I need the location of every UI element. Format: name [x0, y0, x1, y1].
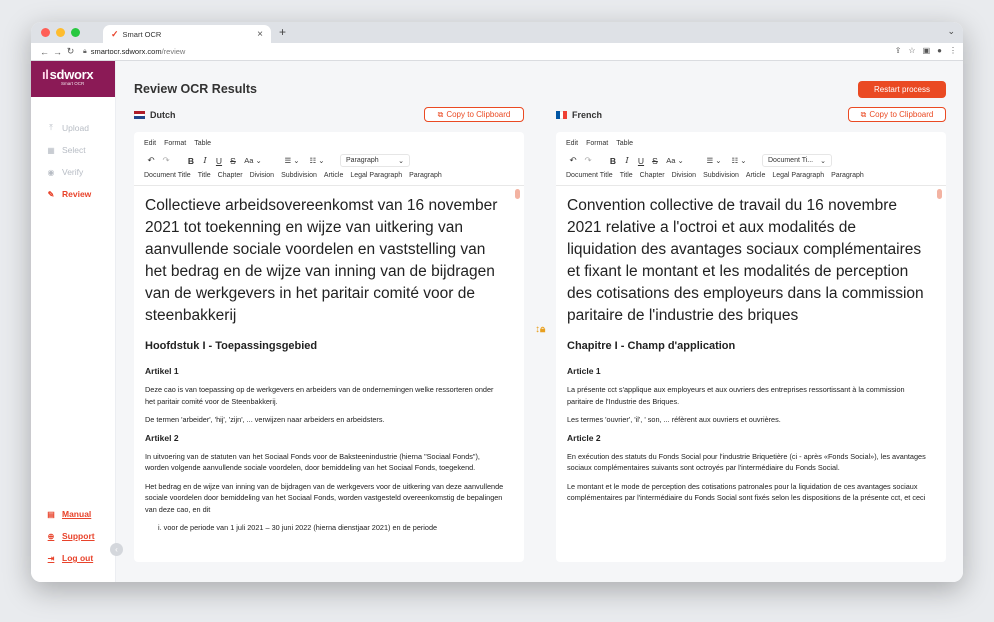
- block-legal-paragraph[interactable]: Legal Paragraph: [772, 172, 825, 179]
- chapter-heading: Chapitre I - Champ d'application: [567, 340, 736, 352]
- chapter-heading: Hoofdstuk I - Toepassingsgebied: [145, 340, 318, 352]
- sidebar-item-select[interactable]: [31, 139, 115, 161]
- redo-icon[interactable]: ↷: [162, 155, 170, 165]
- font-size-dropdown[interactable]: [662, 156, 688, 165]
- dutch-editor[interactable]: [134, 132, 524, 562]
- paragraph: La présente cct s'applique aux employeurs et aux ouvriers des entreprises ressortissant à la commission paritaire de l'Industrie des Briques.: [567, 385, 905, 406]
- article-heading: Article 1: [567, 366, 601, 376]
- french-editor[interactable]: [556, 132, 946, 562]
- logout-label: Log out: [62, 553, 94, 563]
- french-language-name: French: [572, 110, 603, 120]
- manual-label: Manual: [62, 509, 92, 519]
- new-tab-icon[interactable]: +: [279, 25, 287, 39]
- main-content: [116, 61, 963, 582]
- copy-french-button[interactable]: [848, 107, 946, 122]
- bullet-list-icon[interactable]: ☷ ⌄: [731, 156, 747, 165]
- undo-icon[interactable]: ↶: [147, 155, 155, 165]
- block-type-bar: [556, 169, 946, 186]
- paragraph: En exécution des statuts du Fonds Social pour l'industrie Briquetière (ci - après «Fonds Social»), les avantages sociaux complémentaires suivants sont octroyés par l'intermédiaire du Fonds Social.: [567, 451, 926, 472]
- maximize-window-button[interactable]: [71, 28, 80, 37]
- strikethrough-icon[interactable]: S: [230, 155, 236, 166]
- back-icon[interactable]: ←: [40, 46, 49, 57]
- paragraph: De termen 'arbeider', 'hij', 'zijn', ... verwijzen naar arbeiders en arbeidsters.: [145, 415, 385, 424]
- bold-icon[interactable]: B: [187, 155, 195, 166]
- sidebar-nav: [31, 117, 115, 205]
- block-legal-paragraph[interactable]: Legal Paragraph: [350, 172, 403, 179]
- sidebar-item-label: Select: [62, 145, 86, 155]
- undo-icon[interactable]: ↶: [569, 155, 577, 165]
- copy-french-label: Copy to Clipboard: [869, 110, 934, 119]
- profile-icon[interactable]: ●: [937, 46, 942, 55]
- browser-tab[interactable]: [103, 25, 271, 43]
- list-item: i. voor de periode van 1 juli 2021 – 30 juni 2022 (hierna dienstjaar 2021) en de periode: [158, 523, 438, 532]
- tab-list-chevron-icon[interactable]: ⌄: [947, 26, 955, 36]
- tab-title: Smart OCR: [122, 29, 162, 39]
- scrollbar[interactable]: [515, 189, 520, 199]
- chevron-down-icon: ⌄: [253, 156, 262, 165]
- window-controls: [41, 28, 80, 37]
- block-style-select[interactable]: [340, 154, 410, 167]
- bold-icon[interactable]: B: [609, 155, 617, 166]
- block-title[interactable]: Title: [619, 172, 633, 179]
- url-field[interactable]: [83, 47, 185, 56]
- editor-menubar: [556, 132, 946, 152]
- block-subdivision[interactable]: Subdivision: [281, 172, 317, 179]
- chevron-down-icon: ⌄: [398, 157, 404, 165]
- block-paragraph[interactable]: Paragraph: [831, 172, 864, 179]
- menu-format[interactable]: Format: [586, 140, 609, 147]
- editor-menubar: [134, 132, 524, 152]
- paragraph: In uitvoering van de statuten van het Sociaal Fonds voor de Baksteenindustrie (hierna "Sociaal Fonds"), worden volgende aanvullende sociale voordelen, door bemiddeling van het Sociaal Fonds, toegekend.: [145, 451, 480, 472]
- paragraph: Les termes 'ouvrier', 'il', ' son, ... réfèrent aux ouvriers et ouvrières.: [567, 415, 781, 424]
- block-division[interactable]: Division: [671, 172, 697, 179]
- redo-icon[interactable]: ↷: [584, 155, 592, 165]
- support-label: Support: [62, 531, 95, 541]
- sidebar-item-label: Review: [62, 189, 92, 199]
- browser-window: [31, 22, 963, 582]
- dutch-language-name: Dutch: [150, 110, 176, 120]
- menu-edit[interactable]: Edit: [566, 140, 579, 147]
- italic-icon[interactable]: I: [203, 155, 207, 166]
- paragraph: Deze cao is van toepassing op de werkgevers en arbeiders van de ondernemingen welke ressorteren onder het paritair comité voor de Steenbakkerij.: [145, 385, 494, 406]
- minimize-window-button[interactable]: [56, 28, 65, 37]
- address-bar: [31, 43, 963, 61]
- share-icon[interactable]: ⇪: [894, 46, 902, 55]
- lifebuoy-icon: ⊕: [47, 531, 55, 541]
- block-style-value: Document Ti...: [768, 157, 814, 164]
- dutch-document-content[interactable]: [134, 186, 524, 562]
- lock-icon: 🔒︎: [83, 47, 87, 55]
- clipboard-icon: ⧉: [437, 109, 444, 119]
- paragraph: Le montant et le mode de perception des cotisations patronales pour la liquidation de ces avantages sociaux complémentaires par l'intermédiaire du Fonds Social sont fixés selon les dispositions de la présente cct, et ceci: [567, 481, 926, 502]
- paragraph: Het bedrag en de wijze van inning van de bijdragen van de werkgevers voor de uitkering van deze aanvullende sociale voordelen door bemiddeling van het Sociaal Fonds, worden vastgesteld overeenkomstig de bepalingen van deze cao, en dit: [145, 481, 504, 514]
- app: [31, 61, 963, 582]
- sidepanel-icon[interactable]: ▣: [922, 46, 931, 55]
- document-icon: ▤: [47, 509, 55, 519]
- french-language-label: [556, 110, 602, 120]
- editor-toolbar: [134, 152, 524, 169]
- pen-icon: ✎: [47, 189, 55, 199]
- support-link[interactable]: [31, 525, 95, 547]
- browser-actions: [895, 46, 957, 55]
- font-size-label: Aa: [666, 156, 676, 165]
- copy-dutch-button[interactable]: [424, 107, 524, 122]
- french-flag-icon: [556, 111, 567, 119]
- block-chapter[interactable]: Chapter: [217, 172, 243, 179]
- manual-link[interactable]: [31, 503, 95, 525]
- block-document-title[interactable]: Document Title: [566, 172, 613, 179]
- sidebar-item-upload[interactable]: [31, 117, 115, 139]
- menu-edit[interactable]: Edit: [144, 140, 157, 147]
- underline-icon[interactable]: U: [215, 155, 223, 166]
- block-document-title[interactable]: Document Title: [144, 172, 191, 179]
- editor-toolbar: [556, 152, 946, 169]
- menu-table[interactable]: Table: [616, 140, 633, 147]
- italic-icon[interactable]: I: [625, 155, 629, 166]
- restart-process-button[interactable]: Restart process: [858, 81, 946, 98]
- logo: [31, 61, 115, 97]
- collapse-sidebar-chevron-icon[interactable]: ‹: [110, 543, 123, 556]
- block-type-bar: [134, 169, 524, 186]
- block-article[interactable]: Article: [745, 172, 766, 179]
- numbered-list-icon[interactable]: ☰ ⌄: [284, 156, 300, 165]
- chevron-down-icon: ⌄: [675, 156, 684, 165]
- sidebar-item-label: Upload: [62, 123, 89, 133]
- block-subdivision[interactable]: Subdivision: [703, 172, 739, 179]
- reload-icon[interactable]: ↻: [66, 46, 75, 56]
- block-division[interactable]: Division: [249, 172, 275, 179]
- browser-menu-icon[interactable]: ⋮: [949, 46, 957, 55]
- url-domain: smartocr.sdworx.com: [90, 47, 162, 56]
- close-tab-icon[interactable]: ×: [257, 28, 263, 40]
- font-size-label: Aa: [244, 156, 254, 165]
- check-icon: ◉: [47, 167, 55, 177]
- chevron-down-icon: ⌄: [820, 157, 826, 165]
- clipboard-icon: ⧉: [860, 109, 867, 119]
- block-paragraph[interactable]: Paragraph: [409, 172, 442, 179]
- font-size-dropdown[interactable]: [240, 156, 266, 165]
- sidebar-item-verify[interactable]: [31, 161, 115, 183]
- block-article[interactable]: Article: [323, 172, 344, 179]
- sync-scroll-lock-icon[interactable]: ↕🔒︎: [535, 324, 546, 335]
- french-document-content[interactable]: [556, 186, 946, 562]
- tab-bar: [31, 22, 963, 43]
- sidebar-item-review[interactable]: [31, 183, 115, 205]
- scrollbar[interactable]: [937, 189, 942, 199]
- article-heading: Artikel 1: [145, 366, 179, 376]
- block-chapter[interactable]: Chapter: [639, 172, 665, 179]
- copy-dutch-label: Copy to Clipboard: [446, 110, 511, 119]
- dutch-flag-icon: [134, 111, 145, 119]
- brand-name: sdworx: [49, 67, 94, 82]
- logo-bars-icon: ıl: [42, 67, 49, 82]
- sidebar: [31, 61, 116, 582]
- bookmark-star-icon[interactable]: ☆: [908, 46, 916, 55]
- block-style-value: Paragraph: [346, 157, 379, 164]
- menu-format[interactable]: Format: [164, 140, 187, 147]
- menu-table[interactable]: Table: [194, 140, 211, 147]
- forward-icon[interactable]: →: [53, 46, 62, 57]
- sidebar-bottom-nav: [31, 503, 95, 569]
- article-heading: Artikel 2: [145, 432, 179, 443]
- document-title: Collectieve arbeidsovereenkomst van 16 november 2021 tot toekenning en wijze van uitkering van aanvullende sociale voordelen en vaststelling van het bedrag en de wijze van inning van de bijdragen van de werkgevers in het paritair comité voor de steenbakkerij: [145, 197, 498, 324]
- strikethrough-icon[interactable]: S: [652, 155, 658, 166]
- url-path: /review: [161, 47, 186, 56]
- document-title: Convention collective de travail du 16 novembre 2021 relative a l'octroi et aux modalités de liquidation des avantages sociaux complémentaires et fixant le montant et les modalités de perception des cotisations des employeurs dans la commission paritaire de l'industrie des briques: [567, 197, 924, 324]
- grid-icon: ▦: [47, 145, 55, 155]
- close-window-button[interactable]: [41, 28, 50, 37]
- sidebar-item-label: Verify: [62, 167, 84, 177]
- article-heading: Article 2: [567, 432, 601, 443]
- block-title[interactable]: Title: [197, 172, 211, 179]
- bullet-list-icon[interactable]: ☷ ⌄: [309, 156, 325, 165]
- logout-icon: ⇥: [47, 553, 55, 563]
- logout-link[interactable]: [31, 547, 95, 569]
- numbered-list-icon[interactable]: ☰ ⌄: [706, 156, 722, 165]
- brand-sub: Smart OCR: [61, 81, 85, 86]
- dutch-language-label: [134, 110, 176, 120]
- page-title: Review OCR Results: [134, 82, 257, 96]
- favicon-icon: ✓: [111, 28, 119, 39]
- block-style-select[interactable]: [762, 154, 832, 167]
- underline-icon[interactable]: U: [637, 155, 645, 166]
- upload-icon: ⤒: [49, 123, 53, 132]
